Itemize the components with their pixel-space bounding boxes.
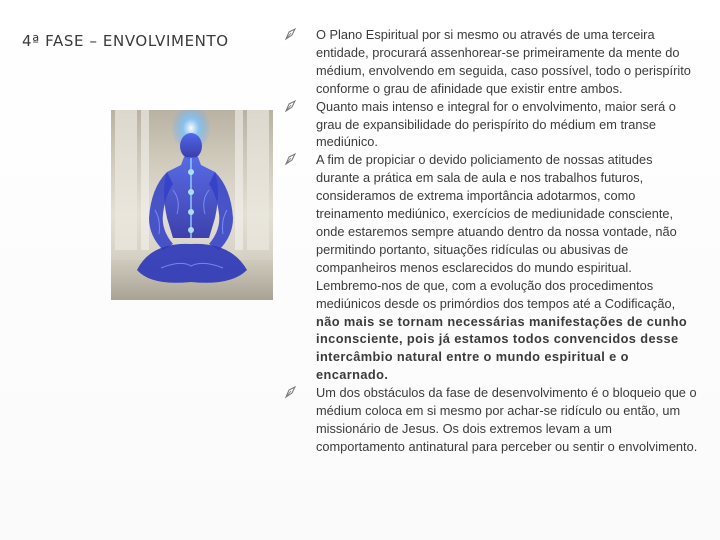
pen-nib-bullet-icon: [284, 27, 297, 41]
bullet-text: Um dos obstáculos da fase de desenvolvimento é o bloqueio que o médium coloca em si mesmo por achar-se ridículo ou então, um missionário de Jesus. Os dois extremos levam a um comportamento antinatural para perceber ou sentir o envolvimento.: [316, 385, 698, 454]
pen-nib-bullet-icon: [284, 385, 297, 399]
bullet-text: Quanto mais intenso e integral for o envolvimento, maior será o grau de expansibilidade do perispírito do médium em transe mediúnico.: [316, 98, 676, 150]
bullet-item: [298, 384, 698, 456]
bullet-item: [298, 98, 698, 152]
pen-nib-bullet-icon: [284, 152, 297, 166]
bullet-bold-text: não mais se tornam necessárias manifestações de cunho inconsciente, pois já estamos todos convencidos desse intercâmbio natural entre o mundo espiritual e o encarnado.: [316, 313, 688, 383]
bullet-item: [298, 151, 698, 384]
pen-nib-bullet-icon: [284, 99, 297, 113]
bullet-text: O Plano Espiritual por si mesmo ou através de uma terceira entidade, procurará assenhorear-se primeiramente da mente do médium, envolvendo em seguida, caso possível, todo o perispírito conforme o grau de afinidade que existir entre ambos.: [316, 27, 691, 96]
slide-title: 4ª FASE – ENVOLVIMENTO: [22, 32, 229, 50]
meditating-figure-icon: [111, 110, 273, 300]
bullet-list: [298, 26, 698, 456]
bullet-text: A fim de propiciar o devido policiamento de nossas atitudes durante a prática em sala de aula e nos trabalhos futuros, consideramos de extrema importância adotarmos, como treinamento mediúnico, exercícios de mediunidade consciente, onde estaremos sempre atuando dentro da nossa vontade, não permitindo portanto, situações ridículas ou abusivas de companheiros menos esclarecidos do mundo espiritual. Lembremo-nos de que, com a evolução dos procedimentos mediúnicos desde os primórdios dos tempos até a Codificação,: [316, 152, 677, 311]
meditating-figure-image: [111, 110, 273, 300]
bullet-item: [298, 26, 698, 98]
